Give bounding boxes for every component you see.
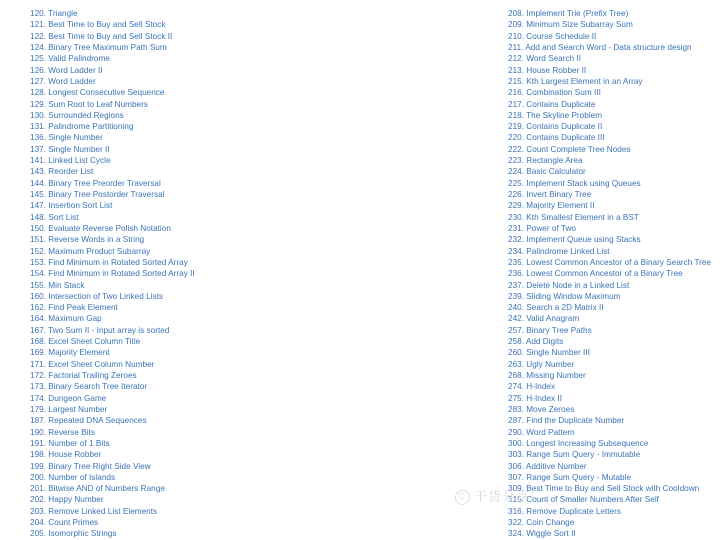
list-item[interactable]: 240. Search a 2D Matrix II bbox=[508, 303, 604, 313]
list-item[interactable]: 303. Range Sum Query - Immutable bbox=[508, 450, 641, 460]
list-item[interactable]: 151. Reverse Words in a String bbox=[30, 235, 145, 245]
list-item[interactable]: 306. Additive Number bbox=[508, 461, 587, 471]
list-item[interactable]: 137. Single Number II bbox=[30, 144, 110, 154]
list-item[interactable]: 141. Linked List Cycle bbox=[30, 156, 111, 166]
list-item[interactable]: 316. Remove Duplicate Letters bbox=[508, 506, 621, 516]
list-item[interactable]: 204. Count Primes bbox=[30, 518, 99, 528]
list-item[interactable]: 220. Contains Duplicate III bbox=[508, 133, 605, 143]
list-item[interactable]: 203. Remove Linked List Elements bbox=[30, 506, 158, 516]
list-item[interactable]: 219. Contains Duplicate II bbox=[508, 122, 603, 132]
list-item[interactable]: 274. H-Index bbox=[508, 382, 556, 392]
list-item[interactable]: 211. Add and Search Word - Data structure design bbox=[508, 42, 692, 52]
list-item[interactable]: 124. Binary Tree Maximum Path Sum bbox=[30, 42, 167, 52]
list-item[interactable]: 236. Lowest Common Ancestor of a Binary Tree bbox=[508, 269, 683, 279]
list-item[interactable]: 217. Contains Duplicate bbox=[508, 99, 596, 109]
list-item[interactable]: 223. Rectangle Area bbox=[508, 156, 583, 166]
list-item[interactable]: 205. Isomorphic Strings bbox=[30, 529, 117, 539]
list-item[interactable]: 260. Single Number III bbox=[508, 348, 590, 358]
list-item[interactable]: 237. Delete Node in a Linked List bbox=[508, 280, 630, 290]
list-item[interactable]: 268. Missing Number bbox=[508, 371, 586, 380]
list-item[interactable]: 212. Word Search II bbox=[508, 54, 582, 64]
list-item[interactable]: 169. Majority Element bbox=[30, 348, 110, 358]
list-item[interactable]: 215. Kth Largest Element in an Array bbox=[508, 76, 643, 86]
list-item[interactable]: 167. Two Sum II - Input array is sorted bbox=[30, 325, 170, 335]
list-item[interactable]: 168. Excel Sheet Column Title bbox=[30, 337, 141, 347]
list-item[interactable]: 160. Intersection of Two Linked Lists bbox=[30, 291, 164, 301]
list-item[interactable]: 208. Implement Trie (Prefix Tree) bbox=[508, 9, 629, 18]
list-item[interactable]: 171. Excel Sheet Column Number bbox=[30, 359, 155, 369]
list-item[interactable]: 234. Palindrome Linked List bbox=[508, 246, 610, 256]
list-item[interactable]: 229. Majority Element II bbox=[508, 201, 595, 211]
list-item[interactable]: 200. Number of Islands bbox=[30, 472, 116, 482]
list-item[interactable]: 315. Count of Smaller Numbers After Self bbox=[508, 495, 659, 505]
right-column bbox=[360, 8, 720, 540]
list-item[interactable]: 257. Binary Tree Paths bbox=[508, 325, 592, 335]
list-item[interactable]: 127. Word Ladder bbox=[30, 76, 96, 86]
list-item[interactable]: 130. Surrounded Regions bbox=[30, 110, 124, 120]
list-item[interactable]: 187. Repeated DNA Sequences bbox=[30, 416, 147, 426]
list-item[interactable]: 136. Single Number bbox=[30, 133, 103, 143]
list-item[interactable]: 120. Triangle bbox=[30, 9, 78, 18]
list-item[interactable]: 309. Best Time to Buy and Sell Stock with Cooldown bbox=[508, 484, 700, 494]
list-item[interactable]: 129. Sum Root to Leaf Numbers bbox=[30, 99, 148, 109]
list-item[interactable]: 150. Evaluate Reverse Polish Notation bbox=[30, 223, 171, 233]
list-item[interactable]: 126. Word Ladder II bbox=[30, 65, 103, 75]
list-item[interactable]: 322. Coin Change bbox=[508, 518, 575, 528]
list-item[interactable]: 145. Binary Tree Postorder Traversal bbox=[30, 190, 165, 199]
list-item[interactable]: 216. Combination Sum III bbox=[508, 88, 601, 98]
list-item[interactable]: 191. Number of 1 Bits bbox=[30, 438, 110, 448]
watermark-text: 干货分享 bbox=[474, 489, 531, 504]
list-item[interactable]: 239. Sliding Window Maximum bbox=[508, 291, 621, 301]
list-item[interactable]: 152. Maximum Product Subarray bbox=[30, 246, 151, 256]
left-column bbox=[0, 8, 360, 540]
list-item[interactable]: 226. Invert Binary Tree bbox=[508, 190, 592, 199]
list-item[interactable]: 173. Binary Search Tree Iterator bbox=[30, 382, 148, 392]
list-item[interactable]: 283. Move Zeroes bbox=[508, 404, 575, 414]
list-item[interactable]: 213. House Robber II bbox=[508, 65, 587, 75]
list-item[interactable]: 154. Find Minimum in Rotated Sorted Array II bbox=[30, 269, 195, 279]
list-item[interactable]: 128. Longest Consecutive Sequence bbox=[30, 88, 165, 98]
list-item[interactable]: 290. Word Pattern bbox=[508, 427, 575, 437]
list-item[interactable]: 324. Wiggle Sort II bbox=[508, 529, 576, 539]
list-item[interactable]: 148. Sort List bbox=[30, 212, 79, 222]
list-item[interactable]: 143. Reorder List bbox=[30, 167, 94, 177]
list-item[interactable]: 258. Add Digits bbox=[508, 337, 564, 347]
list-item[interactable]: 201. Bitwise AND of Numbers Range bbox=[30, 484, 165, 494]
list-item[interactable]: 179. Largest Number bbox=[30, 404, 108, 414]
list-item[interactable]: 300. Longest Increasing Subsequence bbox=[508, 438, 649, 448]
list-item[interactable]: 198. House Robber bbox=[30, 450, 102, 460]
list-item[interactable]: 125. Valid Palindrome bbox=[30, 54, 110, 64]
list-item[interactable]: 199. Binary Tree Right Side View bbox=[30, 461, 151, 471]
list-item[interactable]: 164. Maximum Gap bbox=[30, 314, 102, 324]
list-item[interactable]: 225. Implement Stack using Queues bbox=[508, 178, 641, 188]
list-item[interactable]: 218. The Skyline Problem bbox=[508, 110, 603, 120]
list-item[interactable]: 190. Reverse Bits bbox=[30, 427, 95, 437]
list-item[interactable]: 153. Find Minimum in Rotated Sorted Array bbox=[30, 257, 188, 267]
list-item[interactable]: 287. Find the Duplicate Number bbox=[508, 416, 625, 426]
list-item[interactable]: 242. Valid Anagram bbox=[508, 314, 580, 324]
list-item[interactable]: 230. Kth Smallest Element in a BST bbox=[508, 212, 639, 222]
list-item[interactable]: 155. Min Stack bbox=[30, 280, 85, 290]
list-item[interactable]: 263. Ugly Number bbox=[508, 359, 575, 369]
watermark-logo-icon: C bbox=[455, 490, 470, 505]
list-item[interactable]: 174. Dungeon Game bbox=[30, 393, 107, 403]
list-item[interactable]: 121. Best Time to Buy and Sell Stock bbox=[30, 20, 166, 30]
list-item[interactable]: 235. Lowest Common Ancestor of a Binary Search Tree bbox=[508, 257, 712, 267]
list-item[interactable]: 147. Insertion Sort List bbox=[30, 201, 113, 211]
list-item[interactable]: 224. Basic Calculator bbox=[508, 167, 586, 177]
list-item[interactable]: 232. Implement Queue using Stacks bbox=[508, 235, 641, 245]
list-item[interactable]: 231. Power of Two bbox=[508, 223, 577, 233]
list-item[interactable]: 162. Find Peak Element bbox=[30, 303, 118, 313]
list-item[interactable]: 307. Range Sum Query - Mutable bbox=[508, 472, 632, 482]
list-item[interactable]: 144. Binary Tree Preorder Traversal bbox=[30, 178, 161, 188]
list-item[interactable]: 275. H-Index II bbox=[508, 393, 563, 403]
two-column-list bbox=[0, 8, 720, 540]
list-item[interactable]: 210. Course Schedule II bbox=[508, 31, 597, 41]
list-item[interactable]: 122. Best Time to Buy and Sell Stock II bbox=[30, 31, 173, 41]
list-item[interactable]: 209. Minimum Size Subarray Sum bbox=[508, 20, 633, 30]
list-item[interactable]: 172. Factorial Trailing Zeroes bbox=[30, 371, 137, 380]
list-item[interactable]: 222. Count Complete Tree Nodes bbox=[508, 144, 631, 154]
list-item[interactable]: 131. Palindrome Partitioning bbox=[30, 122, 134, 132]
list-item[interactable]: 202. Happy Number bbox=[30, 495, 104, 505]
